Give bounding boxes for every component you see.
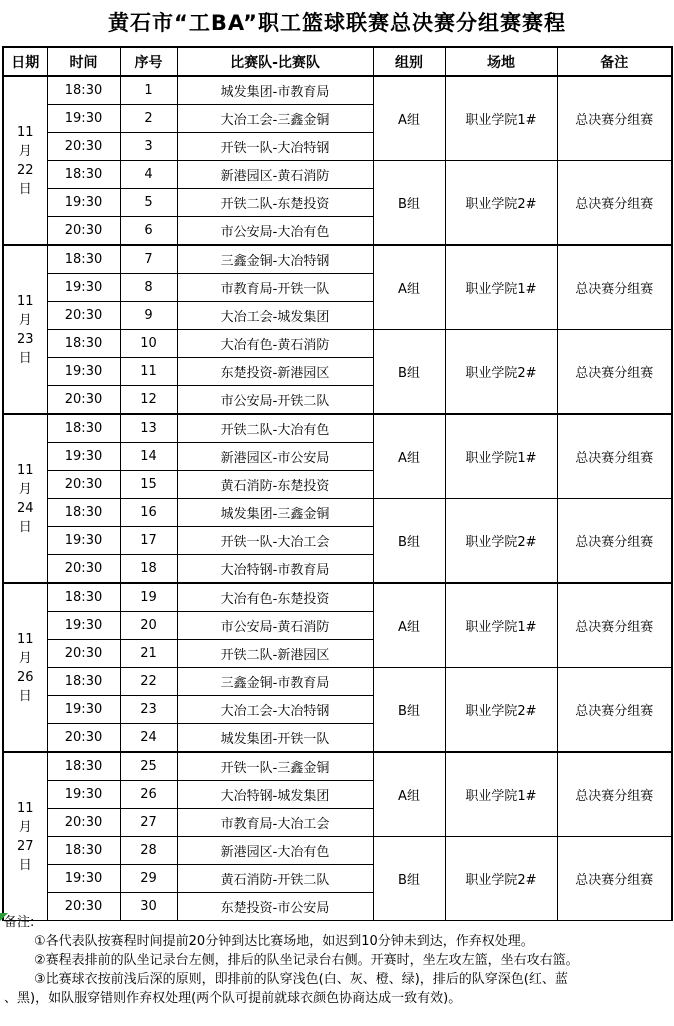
number-cell: 25 <box>120 752 177 781</box>
date-line: 11 <box>16 293 34 309</box>
date-line: 月 <box>18 312 32 328</box>
table-row <box>3 583 672 612</box>
time-cell: 19:30 <box>47 527 120 555</box>
schedule-body <box>3 76 672 921</box>
match-cell: 市公安局-黄石消防 <box>177 612 373 640</box>
group-cell: B组 <box>373 837 445 921</box>
note-cell: 总决赛分组赛 <box>557 245 672 330</box>
table-row <box>3 837 672 865</box>
date-cell <box>3 76 47 245</box>
time-cell: 18:30 <box>47 499 120 527</box>
group-cell: A组 <box>373 752 445 837</box>
match-cell: 市公安局-大冶有色 <box>177 217 373 246</box>
time-cell: 20:30 <box>47 386 120 415</box>
col-header-time: 时间 <box>47 47 120 76</box>
match-cell: 新港园区-大冶有色 <box>177 837 373 865</box>
number-cell: 5 <box>120 189 177 217</box>
number-cell: 11 <box>120 358 177 386</box>
col-header-note: 备注 <box>557 47 672 76</box>
date-line: 11 <box>16 631 34 647</box>
number-cell: 15 <box>120 471 177 499</box>
date-line: 月 <box>18 819 32 835</box>
date-line: 24 <box>16 500 34 516</box>
date-line: 日 <box>18 688 32 704</box>
table-row <box>3 330 672 358</box>
match-cell: 大冶有色-东楚投资 <box>177 583 373 612</box>
number-cell: 14 <box>120 443 177 471</box>
time-cell: 20:30 <box>47 217 120 246</box>
date-line: 月 <box>18 143 32 159</box>
match-cell: 三鑫金铜-市教育局 <box>177 668 373 696</box>
number-cell: 3 <box>120 133 177 161</box>
number-cell: 22 <box>120 668 177 696</box>
time-cell: 20:30 <box>47 302 120 330</box>
venue-cell: 职业学院1# <box>445 583 557 668</box>
date-line: 23 <box>16 331 34 347</box>
date-line: 11 <box>16 124 34 140</box>
match-cell: 市公安局-开铁二队 <box>177 386 373 415</box>
number-cell: 8 <box>120 274 177 302</box>
date-line: 26 <box>16 669 34 685</box>
match-cell: 开铁二队-东楚投资 <box>177 189 373 217</box>
match-cell: 大冶有色-黄石消防 <box>177 330 373 358</box>
number-cell: 10 <box>120 330 177 358</box>
match-cell: 东楚投资-新港园区 <box>177 358 373 386</box>
number-cell: 12 <box>120 386 177 415</box>
date-line: 月 <box>18 481 32 497</box>
table-row <box>3 76 672 105</box>
header-row <box>3 47 672 76</box>
table-row <box>3 668 672 696</box>
match-cell: 开铁一队-三鑫金铜 <box>177 752 373 781</box>
venue-cell: 职业学院2# <box>445 499 557 584</box>
time-cell: 18:30 <box>47 330 120 358</box>
number-cell: 1 <box>120 76 177 105</box>
venue-cell: 职业学院2# <box>445 330 557 415</box>
date-line: 27 <box>16 838 34 854</box>
note-cell: 总决赛分组赛 <box>557 161 672 246</box>
group-cell: B组 <box>373 330 445 415</box>
time-cell: 20:30 <box>47 640 120 668</box>
group-cell: A组 <box>373 414 445 499</box>
number-cell: 7 <box>120 245 177 274</box>
col-header-match: 比赛队-比赛队 <box>177 47 373 76</box>
group-cell: B组 <box>373 161 445 246</box>
number-cell: 19 <box>120 583 177 612</box>
match-cell: 市教育局-开铁一队 <box>177 274 373 302</box>
time-cell: 20:30 <box>47 555 120 584</box>
match-cell: 城发集团-市教育局 <box>177 76 373 105</box>
date-cell <box>3 583 47 752</box>
number-cell: 29 <box>120 865 177 893</box>
match-cell: 大冶工会-三鑫金铜 <box>177 105 373 133</box>
number-cell: 9 <box>120 302 177 330</box>
match-cell: 市教育局-大冶工会 <box>177 809 373 837</box>
time-cell: 19:30 <box>47 274 120 302</box>
table-row <box>3 161 672 189</box>
col-header-number: 序号 <box>120 47 177 76</box>
venue-cell: 职业学院1# <box>445 752 557 837</box>
note-item-2: ②赛程表排前的队坐记录台左侧，排后的队坐记录台右侧。开赛时，坐左攻左篮，坐右攻右篮。 <box>34 953 579 968</box>
match-cell: 东楚投资-市公安局 <box>177 893 373 921</box>
date-line: 日 <box>18 857 32 873</box>
number-cell: 24 <box>120 724 177 753</box>
note-cell: 总决赛分组赛 <box>557 583 672 668</box>
time-cell: 19:30 <box>47 105 120 133</box>
time-cell: 20:30 <box>47 133 120 161</box>
venue-cell: 职业学院2# <box>445 837 557 921</box>
note-cell: 总决赛分组赛 <box>557 414 672 499</box>
number-cell: 23 <box>120 696 177 724</box>
time-cell: 20:30 <box>47 724 120 753</box>
col-header-date: 日期 <box>3 47 47 76</box>
number-cell: 16 <box>120 499 177 527</box>
time-cell: 19:30 <box>47 443 120 471</box>
time-cell: 18:30 <box>47 245 120 274</box>
time-cell: 18:30 <box>47 76 120 105</box>
match-cell: 黄石消防-东楚投资 <box>177 471 373 499</box>
note-cell: 总决赛分组赛 <box>557 837 672 921</box>
time-cell: 19:30 <box>47 358 120 386</box>
number-cell: 18 <box>120 555 177 584</box>
time-cell: 20:30 <box>47 893 120 921</box>
match-cell: 城发集团-三鑫金铜 <box>177 499 373 527</box>
notes-heading: 备注: <box>4 915 35 930</box>
group-cell: B组 <box>373 499 445 584</box>
time-cell: 19:30 <box>47 781 120 809</box>
number-cell: 17 <box>120 527 177 555</box>
number-cell: 13 <box>120 414 177 443</box>
date-line: 11 <box>16 800 34 816</box>
number-cell: 4 <box>120 161 177 189</box>
match-cell: 开铁二队-新港园区 <box>177 640 373 668</box>
number-cell: 30 <box>120 893 177 921</box>
note-cell: 总决赛分组赛 <box>557 499 672 584</box>
match-cell: 黄石消防-开铁二队 <box>177 865 373 893</box>
number-cell: 21 <box>120 640 177 668</box>
match-cell: 城发集团-开铁一队 <box>177 724 373 753</box>
date-line: 月 <box>18 650 32 666</box>
col-header-venue: 场地 <box>445 47 557 76</box>
number-cell: 26 <box>120 781 177 809</box>
time-cell: 18:30 <box>47 414 120 443</box>
time-cell: 18:30 <box>47 837 120 865</box>
date-line: 22 <box>16 162 34 178</box>
note-cell: 总决赛分组赛 <box>557 752 672 837</box>
time-cell: 18:30 <box>47 752 120 781</box>
notes-section <box>4 913 672 1008</box>
time-cell: 19:30 <box>47 865 120 893</box>
number-cell: 6 <box>120 217 177 246</box>
number-cell: 27 <box>120 809 177 837</box>
date-cell <box>3 752 47 921</box>
time-cell: 19:30 <box>47 189 120 217</box>
match-cell: 开铁一队-大冶特钢 <box>177 133 373 161</box>
table-row <box>3 414 672 443</box>
match-cell: 三鑫金铜-大冶特钢 <box>177 245 373 274</box>
time-cell: 19:30 <box>47 612 120 640</box>
col-header-group: 组别 <box>373 47 445 76</box>
group-cell: A组 <box>373 76 445 161</box>
group-cell: A组 <box>373 245 445 330</box>
group-cell: B组 <box>373 668 445 753</box>
time-cell: 18:30 <box>47 583 120 612</box>
note-item-1: ①各代表队按赛程时间提前20分钟到达比赛场地，如迟到10分钟未到达，作弃权处理。 <box>34 934 534 949</box>
venue-cell: 职业学院1# <box>445 76 557 161</box>
group-cell: A组 <box>373 583 445 668</box>
date-line: 日 <box>18 350 32 366</box>
venue-cell: 职业学院2# <box>445 161 557 246</box>
date-cell <box>3 414 47 583</box>
note-cell: 总决赛分组赛 <box>557 330 672 415</box>
match-cell: 大冶特钢-城发集团 <box>177 781 373 809</box>
number-cell: 20 <box>120 612 177 640</box>
table-row <box>3 499 672 527</box>
note-cell: 总决赛分组赛 <box>557 668 672 753</box>
venue-cell: 职业学院1# <box>445 414 557 499</box>
table-row <box>3 752 672 781</box>
match-cell: 开铁二队-大冶有色 <box>177 414 373 443</box>
page-title: 黄石市“工BA”职工篮球联赛总决赛分组赛赛程 <box>108 11 566 35</box>
venue-cell: 职业学院1# <box>445 245 557 330</box>
date-line: 11 <box>16 462 34 478</box>
match-cell: 新港园区-黄石消防 <box>177 161 373 189</box>
match-cell: 开铁一队-大冶工会 <box>177 527 373 555</box>
match-cell: 新港园区-市公安局 <box>177 443 373 471</box>
time-cell: 18:30 <box>47 161 120 189</box>
number-cell: 28 <box>120 837 177 865</box>
time-cell: 18:30 <box>47 668 120 696</box>
number-cell: 2 <box>120 105 177 133</box>
date-cell <box>3 245 47 414</box>
note-item-3-line-2: 、黑)，如队服穿错则作弃权处理(两个队可提前就球衣颜色协商达成一致有效)。 <box>4 991 462 1006</box>
match-cell: 大冶特钢-市教育局 <box>177 555 373 584</box>
table-row <box>3 245 672 274</box>
match-cell: 大冶工会-大冶特钢 <box>177 696 373 724</box>
time-cell: 20:30 <box>47 809 120 837</box>
date-line: 日 <box>18 519 32 535</box>
date-line: 日 <box>18 181 32 197</box>
time-cell: 20:30 <box>47 471 120 499</box>
note-cell: 总决赛分组赛 <box>557 76 672 161</box>
note-item-3-line-1: ③比赛球衣按前浅后深的原则，即排前的队穿浅色(白、灰、橙、绿)，排后的队穿深色(红、蓝 <box>34 972 568 987</box>
schedule-table <box>2 46 673 921</box>
time-cell: 19:30 <box>47 696 120 724</box>
match-cell: 大冶工会-城发集团 <box>177 302 373 330</box>
venue-cell: 职业学院2# <box>445 668 557 753</box>
